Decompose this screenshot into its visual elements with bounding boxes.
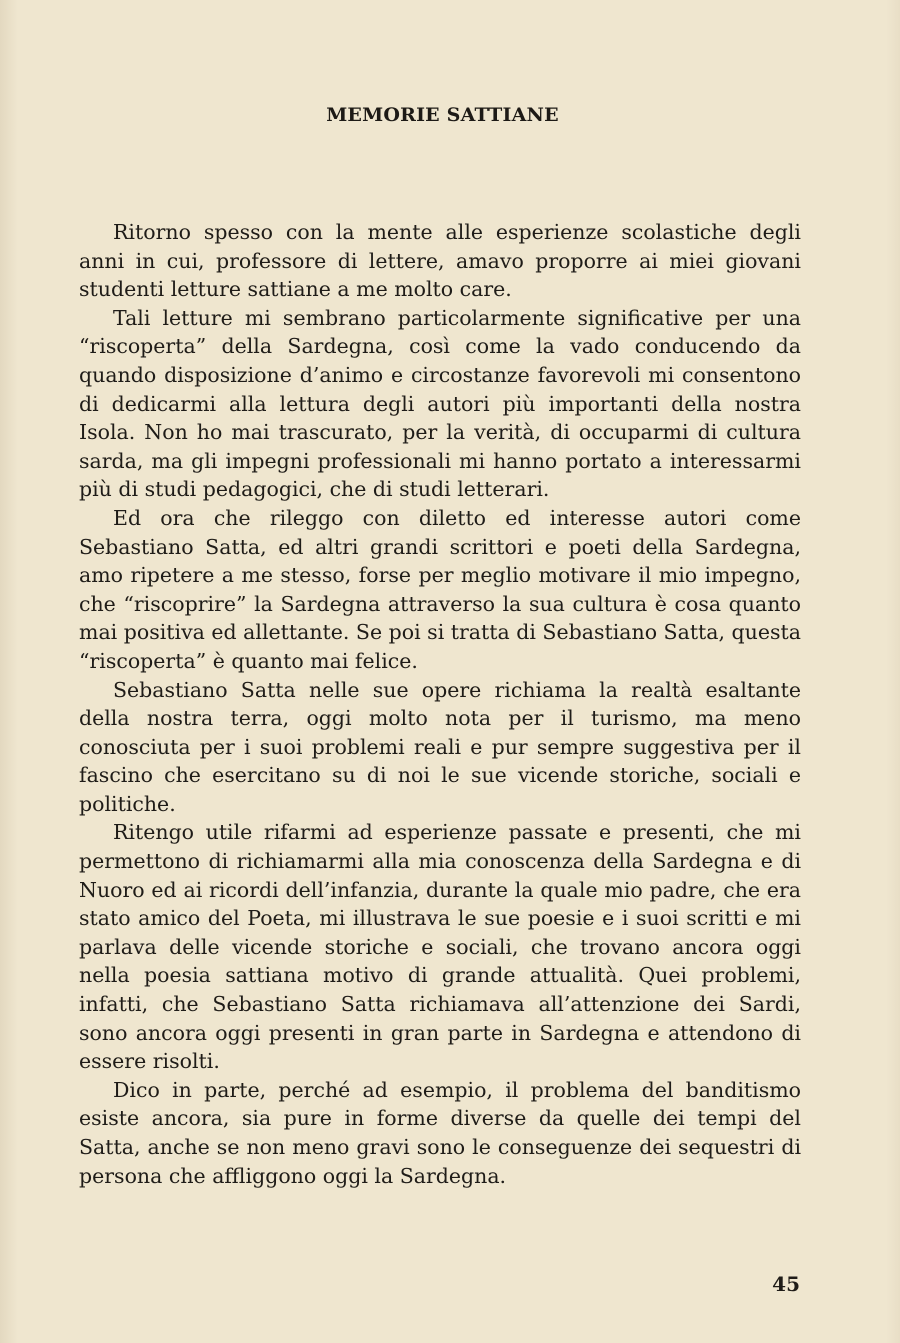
paragraph: Dico in parte, perché ad esempio, il problema del banditismo esiste ancora, sia pure in forme diverse da quelle dei tempi del Satta, anche se non meno gravi sono le conseguenze dei sequestri di persona che affliggono oggi la Sardegna. [79,1077,801,1188]
paragraph: Ed ora che rileggo con diletto ed interesse autori come Sebastiano Satta, ed altri grandi scrittori e poeti della Sardegna, amo ripetere a me stesso, forse per meglio motivare il mio impegno, che “riscoprire” la Sardegna attraverso la sua cultura è cosa quanto mai positiva ed allettante. Se poi si tratta di Sebastiano Satta, questa “riscoperta” è quanto mai felice. [79,505,801,673]
paragraph: Ritorno spesso con la mente alle esperienze scolastiche degli anni in cui, professore di lettere, amavo proporre ai miei giovani studenti letture sattiane a me molto care. [79,220,801,302]
paragraph: Ritengo utile rifarmi ad esperienze passate e presenti, che mi permettono di richiamarmi alla mia conoscenza della Sardegna e di Nuoro ed ai ricordi dell’infanzia, durante la quale mio padre, che era stato amico del Poeta, mi illustrava le sue poesie e i suoi scritti e mi parlava delle vicende storiche e sociali, che trovano ancora oggi nella poesia sattiana motivo di grande attualità. Quei problemi, infatti, che Sebastiano Satta richiamava all’attenzione dei Sardi, sono ancora oggi presenti in gran parte in Sardegna e attendono di essere risolti. [79,820,801,1074]
paragraph: Sebastiano Satta nelle sue opere richiama la realtà esaltante della nostra terra, oggi molto nota per il turismo, ma meno conosciuta per i suoi problemi reali e pur sempre suggestiva per il fascino che esercitano su di noi le sue vicende storiche, sociali e politiche. [79,677,801,816]
chapter-title: MEMORIE SATTIANE [326,104,559,126]
page-number: 45 [772,1272,800,1296]
paragraph: Tali letture mi sembrano particolarmente significative per una “riscoperta” della Sardegna, così come la vado conducendo da quando disposizione d’animo e circostanze favorevoli mi consentono di dedicarmi alla lettura degli autori più importanti della nostra Isola. Non ho mai trascurato, per la verità, di occuparmi di cultura sarda, ma gli impegni professionali mi hanno portato a interessarmi più di studi pedagogici, che di studi letterari. [79,305,801,502]
chapter-body [79,218,801,1190]
